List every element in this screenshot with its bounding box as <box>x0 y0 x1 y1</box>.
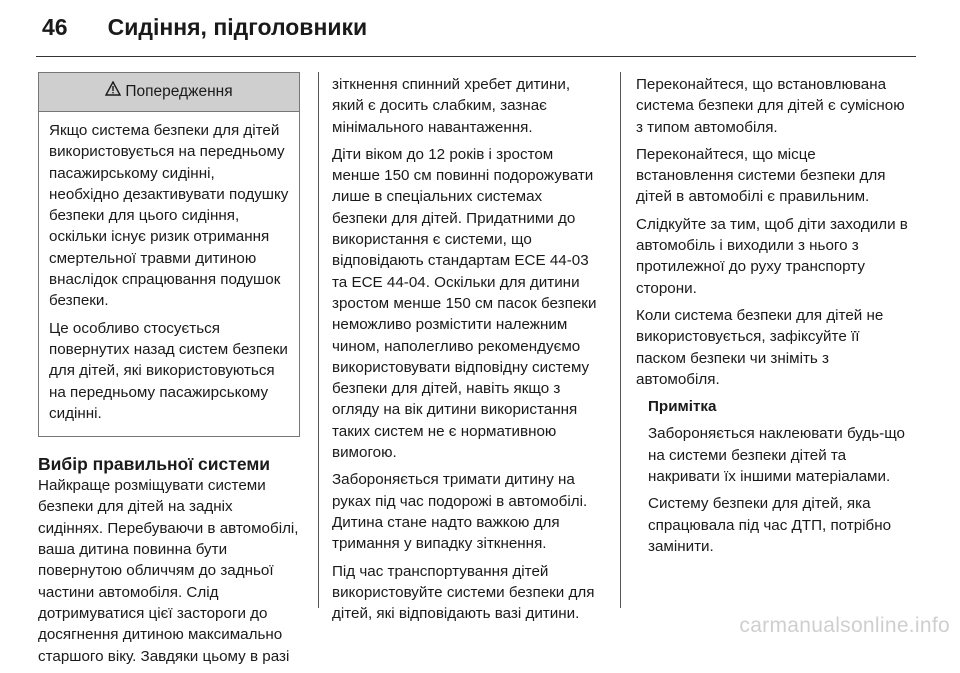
note-paragraph: Систему безпеки для дітей, яка спрацювала під час ДТП, потрібно замінити. <box>648 495 892 555</box>
header-rule <box>36 56 916 57</box>
column-divider <box>318 72 319 608</box>
page-header <box>42 14 367 50</box>
paragraph: Переконайтеся, що встановлювана система безпеки для дітей є сумісною з типом автомобіля. <box>636 76 905 136</box>
note-block <box>648 396 911 557</box>
warning-box <box>38 72 300 437</box>
column-divider <box>620 72 621 608</box>
warning-triangle-icon <box>105 81 121 102</box>
warning-header <box>39 73 299 112</box>
note-paragraph: Забороняється наклеювати будь-що на системи безпеки дітей та накривати їх іншими матеріалами. <box>648 425 905 486</box>
warning-paragraph: Якщо система безпеки для дітей використовується на передньому пасажирському сидінні, необхідно дезактивувати подушку безпеки для цього сидіння, оскільки існує ризик отримання смертельної травми дитиною внаслідок спрацювання подушок безпеки. <box>49 122 289 310</box>
column-2 <box>332 74 600 630</box>
paragraph: Діти віком до 12 років і зростом менше 150 см повинні подорожувати лише в спеціальних системах безпеки для дітей. Придатними до використання є системи, що відповідають стандартам ECE 44-03 та ECE 44-04. Оскільки для дитини зростом менше 150 см пасок безпеки неможливо розмістити належним чином, наполегливо рекомендуємо використовувати відповідну систему безпеки для дітей, навіть якщо з огляду на вік дитини використання таких систем не є нормативною вимогою. <box>332 145 597 462</box>
warning-body <box>39 112 299 436</box>
page-title: Сидіння, підголовники <box>107 14 368 40</box>
section-title: Вибір правильної системи <box>38 454 271 475</box>
paragraph: Під час транспортування дітей використовуйте системи безпеки для дітей, які відповідають вазі дитини. <box>332 562 595 623</box>
warning-title: Попередження <box>125 83 233 101</box>
note-title: Примітка <box>648 398 717 416</box>
paragraph: зіткнення спинний хребет дитини, який є досить слабким, зазнає мінімального навантаження. <box>332 76 571 136</box>
page-number: 46 <box>42 14 68 40</box>
warning-paragraph: Це особливо стосується повернутих назад систем безпеки для дітей, які використовуються на передньому пасажирському сидінні. <box>49 319 288 422</box>
paragraph: Слідкуйте за тим, щоб діти заходили в автомобіль і виходили з нього з протилежної до руху транспорту сторони. <box>636 215 908 297</box>
paragraph: Коли система безпеки для дітей не використовується, зафіксуйте її паском безпеки чи зніміть з автомобіля. <box>636 306 884 388</box>
paragraph: Забороняється тримати дитину на руках під час подорожі в автомобілі. Дитина стане надто важкою для тримання у випадку зіткнення. <box>332 471 588 553</box>
watermark: carmanualsonline.info <box>739 614 950 637</box>
paragraph: Переконайтеся, що місце встановлення системи безпеки для дітей в автомобілі є правильним. <box>636 145 886 206</box>
column-3 <box>636 74 911 563</box>
section-paragraph: Найкраще розміщувати системи безпеки для дітей на задніх сидіннях. Перебуваючи в автомобілі, ваша дитина повинна бути повернутою обличчям до задньої частини автомобіля. Слід дотримуватися цієї застороги до досягнення дитиною максимально старшого віку. Завдяки цьому в разі <box>38 477 299 665</box>
column-1 <box>38 72 300 673</box>
